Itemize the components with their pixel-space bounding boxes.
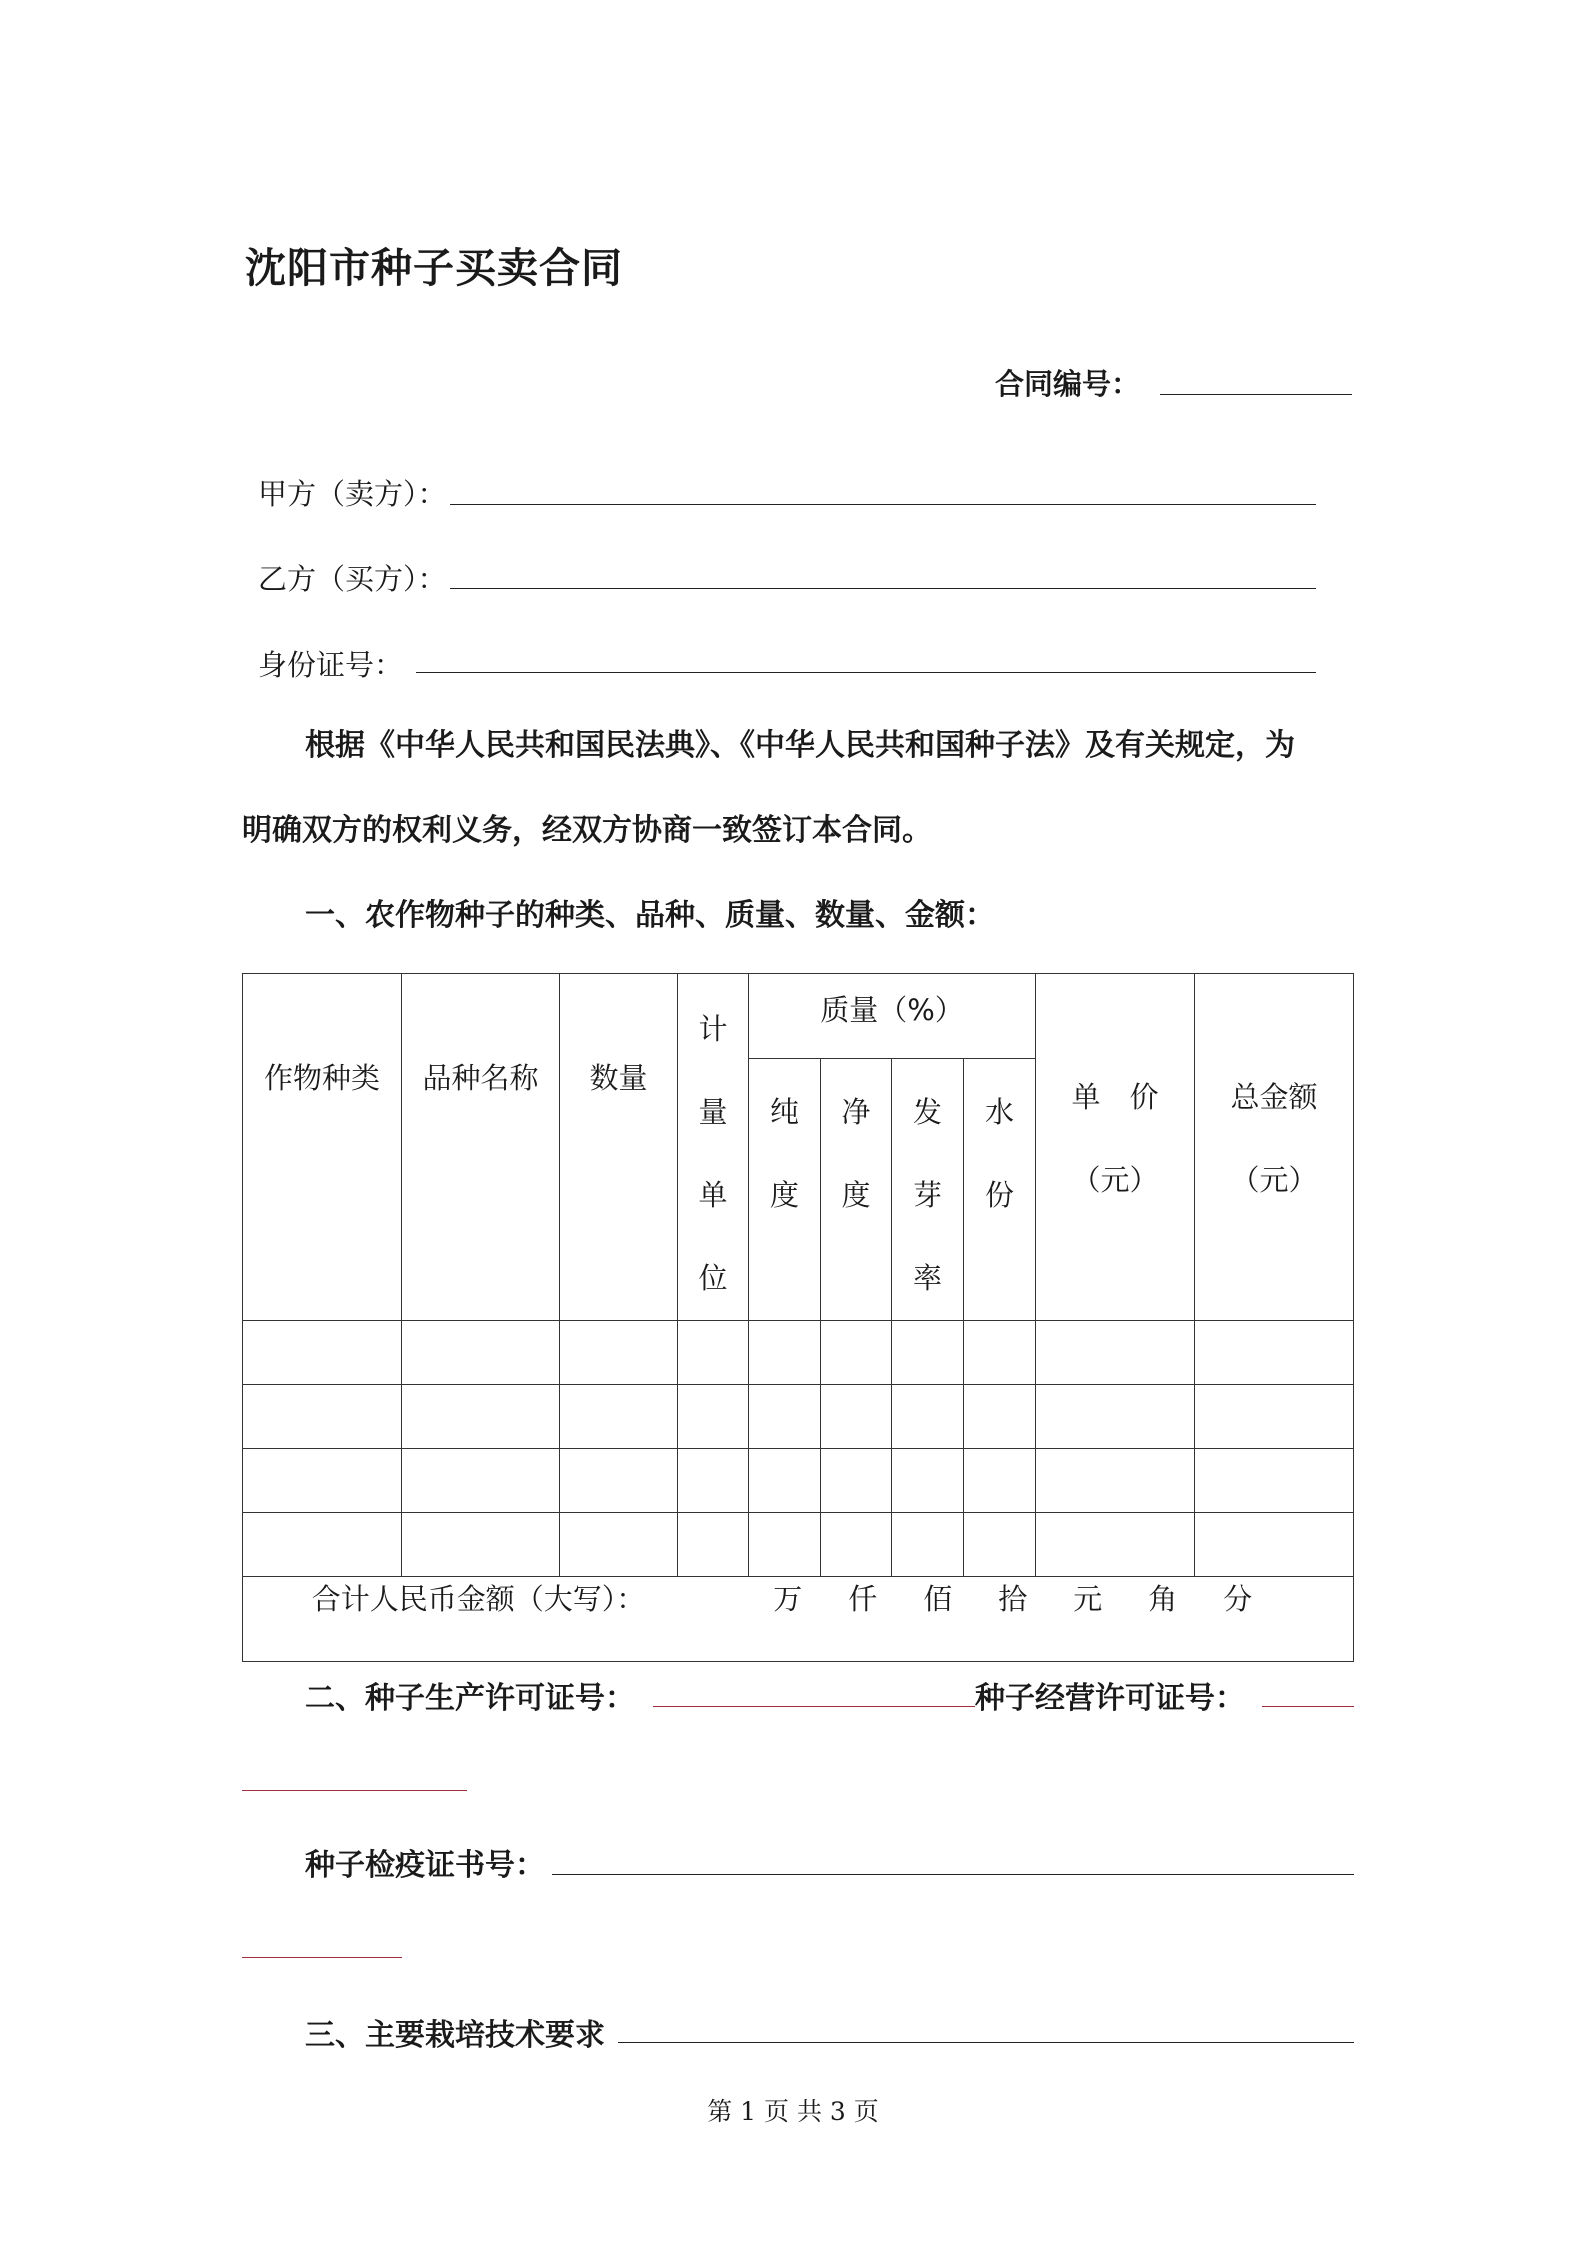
total-amount-cell[interactable] — [243, 1577, 1354, 1662]
header-purity: 纯 度 — [749, 1059, 821, 1321]
table-cell[interactable] — [892, 1321, 964, 1385]
table-cell[interactable] — [560, 1449, 678, 1513]
header-total-amount: 总金额 （元） — [1195, 974, 1354, 1321]
table-cell[interactable] — [402, 1321, 560, 1385]
section-2-production-license-label: 二、种子生产许可证号： — [305, 1681, 635, 1716]
table-cell[interactable] — [821, 1449, 892, 1513]
table-cell[interactable] — [678, 1513, 749, 1577]
table-cell[interactable] — [1195, 1449, 1354, 1513]
cultivation-requirements-blank[interactable] — [618, 2042, 1354, 2043]
table-row — [243, 1449, 1354, 1513]
header-variety-name: 品种名称 — [402, 974, 560, 1321]
table-cell[interactable] — [1036, 1449, 1195, 1513]
party-a-blank[interactable] — [450, 504, 1316, 505]
table-cell[interactable] — [964, 1449, 1036, 1513]
party-b-blank[interactable] — [450, 588, 1316, 589]
section-1-heading: 一、农作物种子的种类、品种、质量、数量、金额： — [305, 898, 995, 933]
table-cell[interactable] — [1036, 1385, 1195, 1449]
table-cell[interactable] — [1195, 1321, 1354, 1385]
table-cell[interactable] — [1195, 1513, 1354, 1577]
contract-number-blank[interactable] — [1160, 394, 1352, 395]
table-cell[interactable] — [560, 1513, 678, 1577]
table-cell[interactable] — [402, 1449, 560, 1513]
table-cell[interactable] — [1036, 1513, 1195, 1577]
business-license-label: 种子经营许可证号： — [975, 1681, 1245, 1716]
intro-line-2: 明确双方的权利义务，经双方协商一致签订本合同。 — [242, 813, 932, 848]
header-cleanliness: 净 度 — [821, 1059, 892, 1321]
table-cell[interactable] — [964, 1513, 1036, 1577]
quarantine-certificate-blank-cont[interactable] — [242, 1957, 402, 1958]
seed-table — [242, 973, 1354, 1662]
table-cell[interactable] — [560, 1321, 678, 1385]
table-cell[interactable] — [243, 1385, 402, 1449]
table-cell[interactable] — [678, 1321, 749, 1385]
table-cell[interactable] — [560, 1385, 678, 1449]
total-amount-row — [243, 1577, 1354, 1662]
document-title: 沈阳市种子买卖合同 — [245, 244, 623, 292]
quarantine-certificate-label: 种子检疫证书号： — [305, 1848, 545, 1883]
quarantine-certificate-blank[interactable] — [552, 1874, 1354, 1875]
table-row — [243, 1385, 1354, 1449]
contract-number-label: 合同编号： — [995, 367, 1141, 401]
table-cell[interactable] — [821, 1513, 892, 1577]
total-rmb-label: 合计人民币金额（大写）： — [311, 1582, 646, 1616]
intro-line-1: 根据《中华人民共和国民法典》、《中华人民共和国种子法》及有关规定，为 — [305, 728, 1295, 763]
page-footer: 第 1 页 共 3 页 — [707, 2097, 879, 2126]
business-license-blank[interactable] — [1262, 1706, 1354, 1707]
header-unit-price: 单 价 （元） — [1036, 974, 1195, 1321]
table-cell[interactable] — [749, 1385, 821, 1449]
table-row — [243, 1321, 1354, 1385]
table-cell[interactable] — [749, 1513, 821, 1577]
table-cell[interactable] — [243, 1449, 402, 1513]
table-cell[interactable] — [243, 1321, 402, 1385]
header-moisture: 水 份 — [964, 1059, 1036, 1321]
id-number-label: 身份证号： — [258, 648, 404, 682]
table-cell[interactable] — [749, 1449, 821, 1513]
business-license-blank-cont[interactable] — [242, 1790, 467, 1791]
table-cell[interactable] — [821, 1321, 892, 1385]
table-cell[interactable] — [678, 1449, 749, 1513]
header-unit: 计 量 单 位 — [678, 974, 749, 1321]
table-cell[interactable] — [892, 1513, 964, 1577]
party-b-label: 乙方（买方）： — [258, 562, 447, 596]
id-number-blank[interactable] — [416, 672, 1316, 673]
header-quality: 质量（%） — [749, 974, 1036, 1059]
table-cell[interactable] — [678, 1385, 749, 1449]
amount-units: 万 仟 佰 拾 元 角 分 — [773, 1582, 1253, 1616]
header-germination-rate: 发 芽 率 — [892, 1059, 964, 1321]
table-cell[interactable] — [749, 1321, 821, 1385]
production-license-blank[interactable] — [653, 1706, 975, 1707]
table-cell[interactable] — [243, 1513, 402, 1577]
table-cell[interactable] — [892, 1449, 964, 1513]
table-cell[interactable] — [964, 1321, 1036, 1385]
header-crop-type: 作物种类 — [243, 974, 402, 1321]
table-cell[interactable] — [1195, 1385, 1354, 1449]
table-cell[interactable] — [892, 1385, 964, 1449]
table-cell[interactable] — [1036, 1321, 1195, 1385]
table-row — [243, 1513, 1354, 1577]
table-cell[interactable] — [821, 1385, 892, 1449]
party-a-label: 甲方（卖方）： — [258, 477, 447, 511]
section-3-heading: 三、主要栽培技术要求 — [305, 2018, 605, 2053]
table-cell[interactable] — [402, 1385, 560, 1449]
table-cell[interactable] — [402, 1513, 560, 1577]
table-cell[interactable] — [964, 1385, 1036, 1449]
header-quantity: 数量 — [560, 974, 678, 1321]
